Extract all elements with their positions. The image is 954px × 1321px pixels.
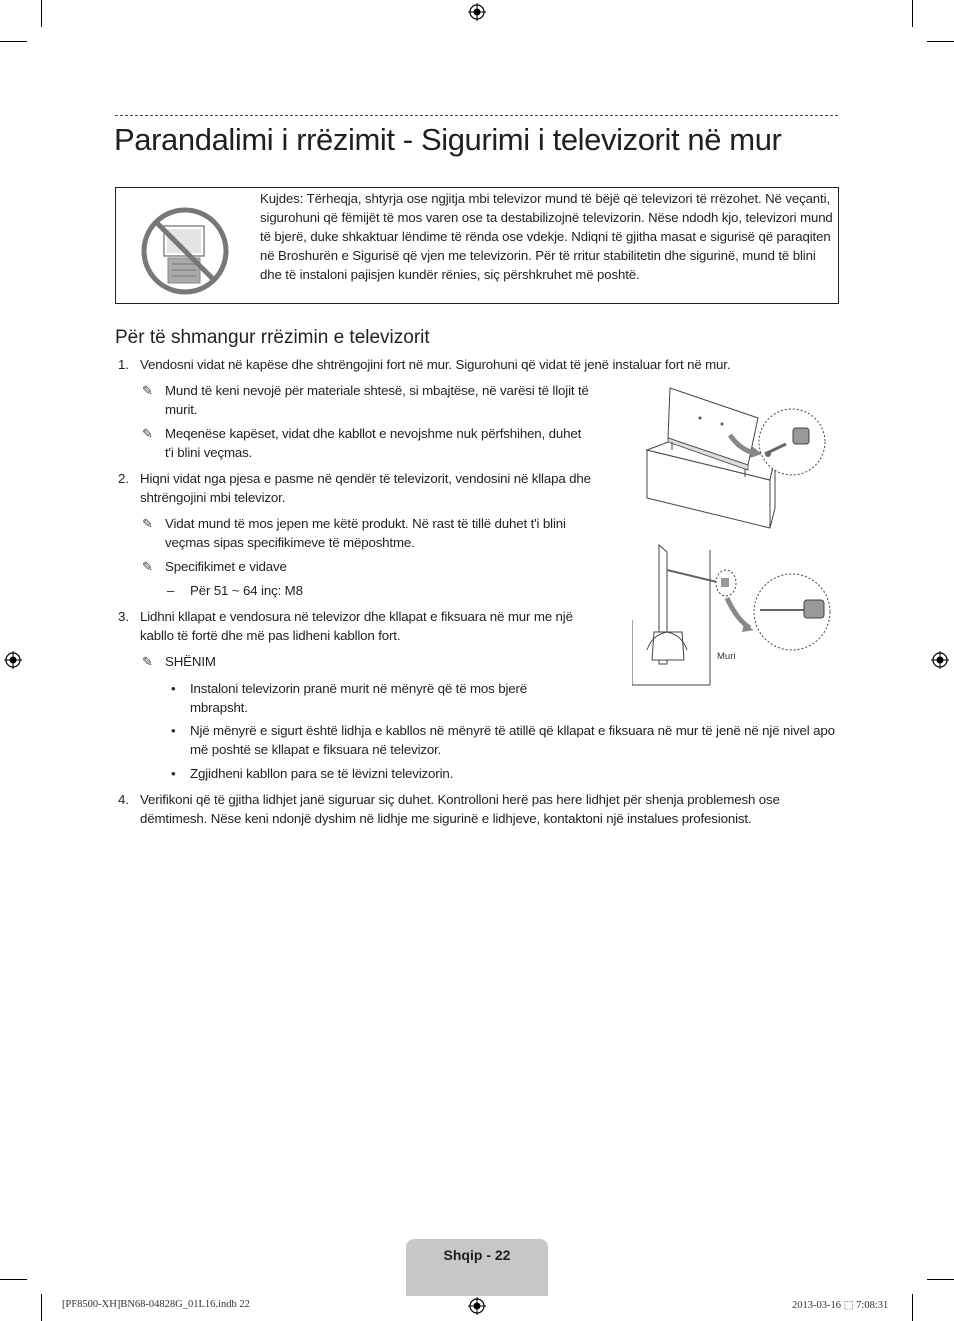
note-text: Specifikimet e vidave xyxy=(165,559,287,574)
step-text: Lidhni kllapat e vendosura në televizor dhe kllapat e fiksuara në mur me një kabllo të fortë dhe më pas lidheni kabllon fort. xyxy=(140,609,573,643)
wall-label: Muri xyxy=(717,651,736,662)
note-pencil-icon: ✎ xyxy=(142,654,153,669)
crop-mark xyxy=(41,1294,42,1321)
tv-bracket-illustration xyxy=(640,380,840,530)
registration-mark-icon xyxy=(468,1297,486,1315)
registration-mark-icon xyxy=(931,651,949,669)
print-info-right: 2013-03-16 ⬚ 7:08:31 xyxy=(792,1300,889,1311)
note-text: Mund të keni nevojë për materiale shtesë, si mbajtëse, në varësi të llojit të murit. xyxy=(165,383,589,417)
caution-text: Kujdes: Tërheqja, shtyrja ose ngjitja mbi televizor mund të bëjë që televizori të rrëzohet. Në veçanti, sigurohuni që fëmijët të mos varen ose ta destabilizojnë televizorin. Nëse ndodh kjo, televizori mund të bjerë, duke shkaktuar lëndime të rënda ose vdekje. Ndiqni të gjitha masat e sigurisë që paraqiten në Broshurën e Sigurisë që vjen me televizorin. Për të rritur stabilitetin dhe sigurinë, mund të blini dhe të instaloni pajisjen kundër rënies, siç përshkruhet më poshtë. xyxy=(260,191,833,283)
note-pencil-icon: ✎ xyxy=(142,383,153,398)
step-number: 4. xyxy=(118,792,130,807)
step-number: 3. xyxy=(118,609,130,624)
note-label: SHËNIM xyxy=(165,654,216,669)
wall-cable-illustration xyxy=(632,540,842,690)
step-text: Hiqni vidat nga pjesa e pasme në qendër të televizorit, vendosini në kllapa dhe shtrëngojini mbi televizor. xyxy=(140,471,591,505)
crop-mark xyxy=(912,1294,913,1321)
step-text: Vendosni vidat në kapëse dhe shtrëngojini fort në mur. Sigurohuni që vidat të jenë instaluar fort në mur. xyxy=(140,357,731,372)
step-number: 1. xyxy=(118,357,130,372)
screw-spec: Për 51 ~ 64 inç: M8 xyxy=(190,583,303,598)
list-dash: – xyxy=(167,583,175,598)
bullet: • xyxy=(171,723,176,738)
bullet-text: Një mënyrë e sigurt është lidhja e kabllos në mënyrë të atillë që kllapat e fiksuara në mur të jenë në një nivel apo më poshtë se kllapat e fiksuara në televizor. xyxy=(190,723,835,757)
crop-mark xyxy=(41,0,42,27)
bullet: • xyxy=(171,681,176,696)
registration-mark-icon xyxy=(4,651,22,669)
crop-mark xyxy=(912,0,913,27)
crop-mark xyxy=(927,1279,954,1280)
print-info-left: [PF8500-XH]BN68-04828G_01L16.indb 22 xyxy=(62,1299,250,1310)
bullet-text: Instaloni televizorin pranë murit në mënyrë që të mos bjerë mbrapsht. xyxy=(190,681,528,715)
note-pencil-icon: ✎ xyxy=(142,559,153,574)
crop-mark xyxy=(927,41,954,42)
crop-mark xyxy=(0,41,27,42)
no-climbing-icon xyxy=(140,206,230,296)
page-number: Shqip - 22 xyxy=(443,1247,511,1263)
title-rule xyxy=(115,115,838,116)
note-text: Vidat mund të mos jepen me këtë produkt. Në rast të tillë duhet t'i blini veçmas sipas specifikimeve të mëposhtme. xyxy=(165,516,566,550)
section-heading: Për të shmangur rrëzimin e televizorit xyxy=(115,327,430,348)
note-text: Meqenëse kapëset, vidat dhe kabllot e nevojshme nuk përfshihen, duhet t'i blini veçmas. xyxy=(165,426,582,460)
crop-mark xyxy=(0,1279,27,1280)
bullet-text: Zgjidheni kabllon para se të lëvizni televizorin. xyxy=(190,766,454,781)
caution-box xyxy=(115,187,839,304)
bullet: • xyxy=(171,766,176,781)
step-number: 2. xyxy=(118,471,130,486)
page-title: Parandalimi i rrëzimit - Sigurimi i televizorit në mur xyxy=(114,122,782,157)
step-text: Verifikoni që të gjitha lidhjet janë siguruar siç duhet. Kontrolloni herë pas here lidhjet për shenja problemesh ose dëmtimesh. Nëse keni ndonjë dyshim në lidhje me sigurinë e lidhjeve, kontaktoni një instalues profesionist. xyxy=(140,792,780,826)
note-pencil-icon: ✎ xyxy=(142,516,153,531)
note-pencil-icon: ✎ xyxy=(142,426,153,441)
registration-mark-icon xyxy=(468,3,486,21)
